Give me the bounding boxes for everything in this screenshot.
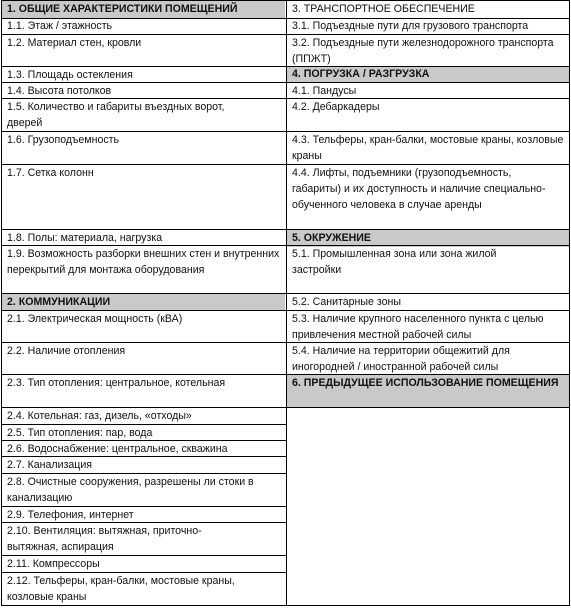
row-1-4-label: 1.4. Высота потолков xyxy=(7,85,112,97)
section-5-title: 5. ОКРУЖЕНИЕ xyxy=(292,232,371,244)
row-2-2-label: 2.2. Наличие отопления xyxy=(7,345,126,357)
section-6-title: 6. ПРЕДЫДУЩЕЕ ИСПОЛЬЗОВАНИЕ ПОМЕЩЕНИЯ xyxy=(292,377,559,389)
row-2-1-label: 2.1. Электрическая мощность (кВА) xyxy=(7,313,183,325)
row-4-3-label: 4.3. Тельферы, кран-балки, мостовые краны, козловые краны xyxy=(292,134,564,162)
row-5-3-label: 5.3. Наличие крупного населенного пункта с целью привлечения местной рабочей силы xyxy=(292,313,544,341)
row-2-3-label: 2.3. Тип отопления: центральное, котельная xyxy=(7,377,226,389)
row-1-6-label: 1.6. Грузоподъемность xyxy=(7,134,120,146)
row-1-3-label: 1.3. Площадь остекления xyxy=(7,69,133,81)
row-2-5-label: 2.5. Тип отопления: пар, вода xyxy=(7,427,153,439)
row-1-8-label: 1.8. Полы: материала, нагрузка xyxy=(7,232,163,244)
row-1-2-label: 1.2. Материал стен, кровли xyxy=(7,37,142,49)
row-2-9-label: 2.9. Телефония, интернет xyxy=(7,509,134,521)
row-4-2-label: 4.2. Дебаркадеры xyxy=(292,101,380,113)
row-5-1-label: 5.1. Промышленная зона или зона жилой застройки xyxy=(292,248,497,276)
row-5-4-label: 5.4. Наличие на территории общежитий для иногородней / иностранной рабочей силы xyxy=(292,345,510,373)
row-1-1-label: 1.1. Этаж / этажность xyxy=(7,20,113,32)
row-4-4-label: 4.4. Лифты, подъемники (грузоподъемность, габариты) и их доступность и наличие специально-обученного человека в случае аренды xyxy=(292,167,546,211)
row-3-1-label: 3.1. Подъездные пути для грузового транспорта xyxy=(292,20,529,32)
row-4-1-label: 4.1. Пандусы xyxy=(292,85,357,97)
row-2-11-label: 2.11. Компрессоры xyxy=(7,558,100,570)
row-2-12-label: 2.12. Тельферы, кран-балки, мостовые краны, козловые краны xyxy=(7,575,235,603)
section-1-title: 1. ОБЩИЕ ХАРАКТЕРИСТИКИ ПОМЕЩЕНИЙ xyxy=(7,3,238,15)
row-2-10-label: 2.10. Вентиляция: вытяжная, приточно-вытяжная, аспирация xyxy=(7,525,202,553)
row-2-7-label: 2.7. Канализация xyxy=(7,459,92,471)
section-3-title: 3. ТРАНСПОРТНОЕ ОБЕСПЕЧЕНИЕ xyxy=(292,3,475,15)
row-3-2-label: 3.2. Подъездные пути железнодорожного транспорта (ППЖТ) xyxy=(292,37,554,65)
section-4-title: 4. ПОГРУЗКА / РАЗГРУЗКА xyxy=(292,68,430,80)
section-2-title: 2. КОММУНИКАЦИИ xyxy=(7,296,111,308)
row-2-6-label: 2.6. Водоснабжение: центральное, скважина xyxy=(7,443,228,455)
row-1-9-label: 1.9. Возможность разборки внешних стен и внутренних перекрытий для монтажа оборудования xyxy=(7,248,280,276)
row-1-5-label: 1.5. Количество и габариты въездных ворот, дверей xyxy=(7,101,225,129)
row-1-7-label: 1.7. Сетка колонн xyxy=(7,167,94,179)
row-2-8-label: 2.8. Очистные сооружения, разрешены ли стоки в канализацию xyxy=(7,476,254,504)
row-2-4-label: 2.4. Котельная: газ, дизель, «отходы» xyxy=(7,410,192,422)
row-5-2-label: 5.2. Санитарные зоны xyxy=(292,296,401,308)
